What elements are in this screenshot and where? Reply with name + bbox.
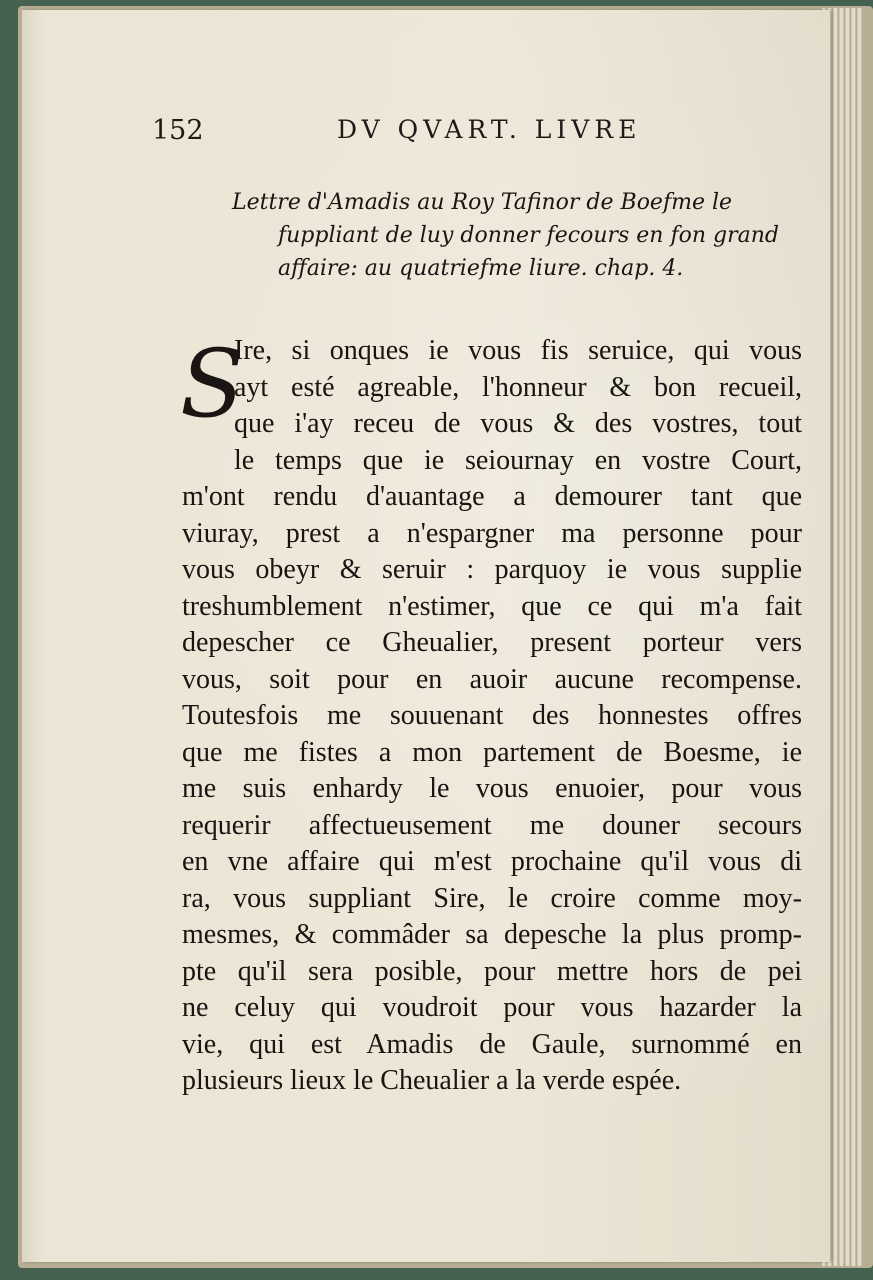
running-head (152, 113, 682, 153)
body-line: me suis enhardy le vous enuoier, pour vous (182, 773, 802, 804)
body-line: pte qu'il sera posible, pour mettre hors de pei (182, 955, 802, 987)
body-line: ra, vous suppliant Sire, le croire comme moy- (182, 882, 802, 914)
letter-body (180, 330, 802, 1100)
body-line: Toutesfois me souuenant des honnestes offres (182, 700, 802, 731)
body-line: vie, qui est Amadis de Gaule, surnommé en (182, 1028, 802, 1060)
body-line: que me fistes a mon partement de Boesme, ie (182, 736, 802, 768)
body-line: viuray, prest a n'espargner ma personne pour (182, 517, 802, 549)
body-line: en vne affaire qui m'est prochaine qu'il vous di (182, 846, 802, 877)
body-line: plusieurs lieux le Cheualier a la verde espée. (182, 1065, 682, 1096)
body-line: Ire, si onques ie vous fis seruice, qui vous (234, 335, 802, 366)
heading-line: fuppliant de luy donner fecours en fon grand (278, 223, 779, 248)
body-line: vous obeyr & seruir : parquoy ie vous supplie (182, 554, 802, 585)
body-line: depescher ce Gheualier, present porteur vers (182, 627, 802, 658)
chapter-heading (232, 186, 802, 285)
running-title: DV QVART. LIVRE (337, 115, 642, 144)
heading-line: Lettre d'Amadis au Roy Tafinor de Boefme le (232, 190, 733, 215)
body-line: vous, soit pour en auoir aucune recompense. (182, 663, 802, 695)
body-line: m'ont rendu d'auantage a demourer tant que (182, 481, 802, 512)
body-line: ne celuy qui voudroit pour vous hazarder la (182, 992, 802, 1023)
body-line: mesmes, & commâder sa depesche la plus promp- (182, 919, 802, 950)
body-line: requerir affectueusement me douner secours (182, 809, 802, 841)
body-line: le temps que ie seiournay en vostre Court, (234, 444, 802, 476)
body-line: treshumblement n'estimer, que ce qui m'a fait (182, 590, 802, 622)
drop-cap: S (180, 330, 245, 439)
page-number: 152 (152, 115, 204, 146)
heading-line: affaire: au quatriefme liure. chap. 4. (278, 256, 684, 281)
body-line: ayt esté agreable, l'honneur & bon recueil, (234, 371, 802, 403)
body-line: que i'ay receu de vous & des vostres, tout (234, 408, 802, 439)
